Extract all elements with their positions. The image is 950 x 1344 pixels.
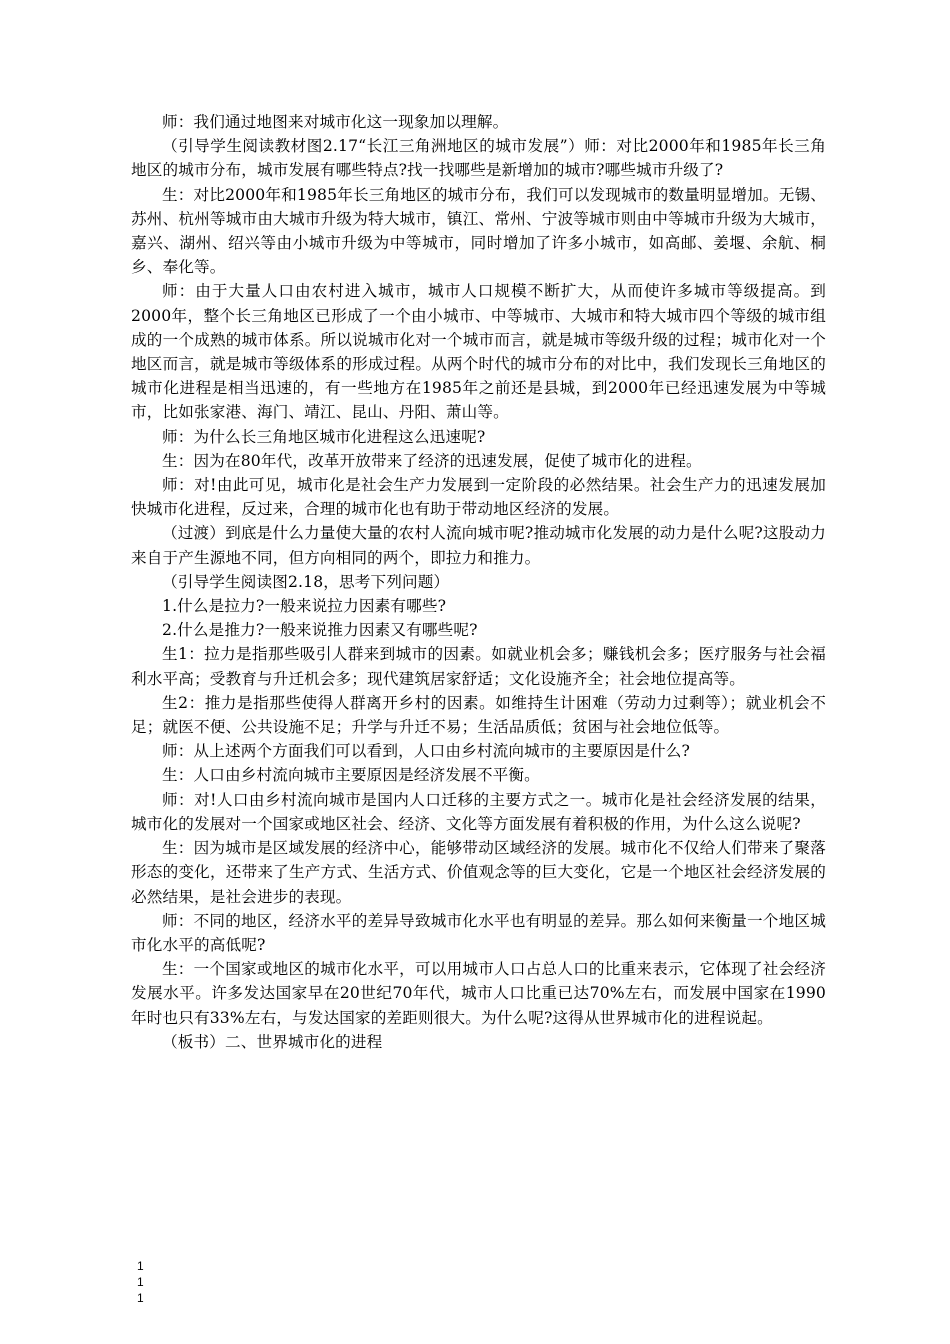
paragraph: 生：对比2000年和1985年长三角地区的城市分布，我们可以发现城市的数量明显增加。无锡、苏州、杭州等城市由大城市升级为特大城市，镇江、常州、宁波等城市则由中等城市升级为大城市，嘉兴、湖州、绍兴等由小城市升级为中等城市，同时增加了许多小城市，如高邮、姜堰、余航、桐乡、奉化等。 [131,185,826,277]
paragraph: （引导学生阅读教材图2.17“长江三角洲地区的城市发展”）师：对比2000年和1985年长三角地区的城市分布，城市发展有哪些特点?找一找哪些是新增加的城市?哪些城市升级了? [131,137,826,180]
paragraph: 生：一个国家或地区的城市化水平，可以用城市人口占总人口的比重来表示，它体现了社会经济发展水平。许多发达国家早在20世纪70年代，城市人口比重已达70%左右，而发展中国家在1990年时也只有33%左右，与发达国家的差距则很大。为什么呢?这得从世界城市化的进程说起。 [131,960,826,1027]
paragraph: 师：对!由此可见，城市化是社会生产力发展到一定阶段的必然结果。社会生产力的迅速发展加快城市化进程，反过来，合理的城市化也有助于带动地区经济的发展。 [131,476,826,519]
footer-line: 1 [137,1275,144,1289]
paragraph: 生2：推力是指那些使得人群离开乡村的因素。如维持生计困难（劳动力过剩等）；就业机会不足；就医不便、公共设施不足；升学与升迁不易；生活品质低；贫困与社会地位低等。 [131,693,826,737]
question-item: 1.什么是拉力?一般来说拉力因素有哪些? [162,597,447,616]
paragraph: 师：从上述两个方面我们可以看到，人口由乡村流向城市的主要原因是什么? [162,742,691,761]
paragraph: 生1：拉力是指那些吸引人群来到城市的因素。如就业机会多；赚钱机会多；医疗服务与社会福利水平高；受教育与升迁机会多；现代建筑居家舒适；文化设施齐全；社会地位提高等。 [131,645,826,688]
page-footer [137,1258,144,1306]
paragraph: （过渡）到底是什么力量使大量的农村人流向城市呢?推动城市化发展的动力是什么呢?这股动力来自于产生源地不同，但方向相同的两个，即拉力和推力。 [131,524,826,567]
paragraph: 生：因为在80年代，改革开放带来了经济的迅速发展，促使了城市化的进程。 [162,451,702,470]
paragraph: 师：由于大量人口由农村进入城市，城市人口规模不断扩大，从而使许多城市等级提高。到2000年，整个长三角地区已形成了一个由小城市、中等城市、大城市和特大城市四个等级的城市组成的一个成熟的城市体系。所以说城市化对一个城市而言，就是城市等级升级的过程；城市化对一个地区而言，就是城市等级体系的形成过程。从两个时代的城市分布的对比中，我们发现长三角地区的城市化进程是相当迅速的，有一些地方在1985年之前还是县城，到2000年已经迅速发展为中等城市，比如张家港、海门、靖江、昆山、丹阳、萧山等。 [131,282,826,422]
footer-line: 1 [137,1259,144,1273]
question-item: 2.什么是推力?一般来说推力因素又有哪些呢? [162,621,478,640]
paragraph: 师：不同的地区，经济水平的差异导致城市化水平也有明显的差异。那么如何来衡量一个地区城市化水平的高低呢? [131,911,826,954]
paragraph: 师：对!人口由乡村流向城市是国内人口迁移的主要方式之一。城市化是社会经济发展的结果，城市化的发展对一个国家或地区社会、经济、文化等方面发展有着积极的作用，为什么这么说呢? [131,790,826,833]
paragraph: 师：为什么长三角地区城市化进程这么迅速呢? [162,427,486,446]
paragraph: 生：因为城市是区域发展的经济中心，能够带动区域经济的发展。城市化不仅给人们带来了聚落形态的变化，还带来了生产方式、生活方式、价值观念等的巨大变化，它是一个地区社会经济发展的必然结果，是社会进步的表现。 [131,839,826,906]
board-heading: （板书）二、世界城市化的进程 [162,1032,383,1051]
footer-line: 1 [137,1291,144,1305]
body-text [131,110,826,1054]
paragraph: 生：人口由乡村流向城市主要原因是经济发展不平衡。 [162,766,540,785]
paragraph: 师：我们通过地图来对城市化这一现象加以理解。 [162,113,509,131]
paragraph: （引导学生阅读图2.18，思考下列问题） [162,572,450,591]
